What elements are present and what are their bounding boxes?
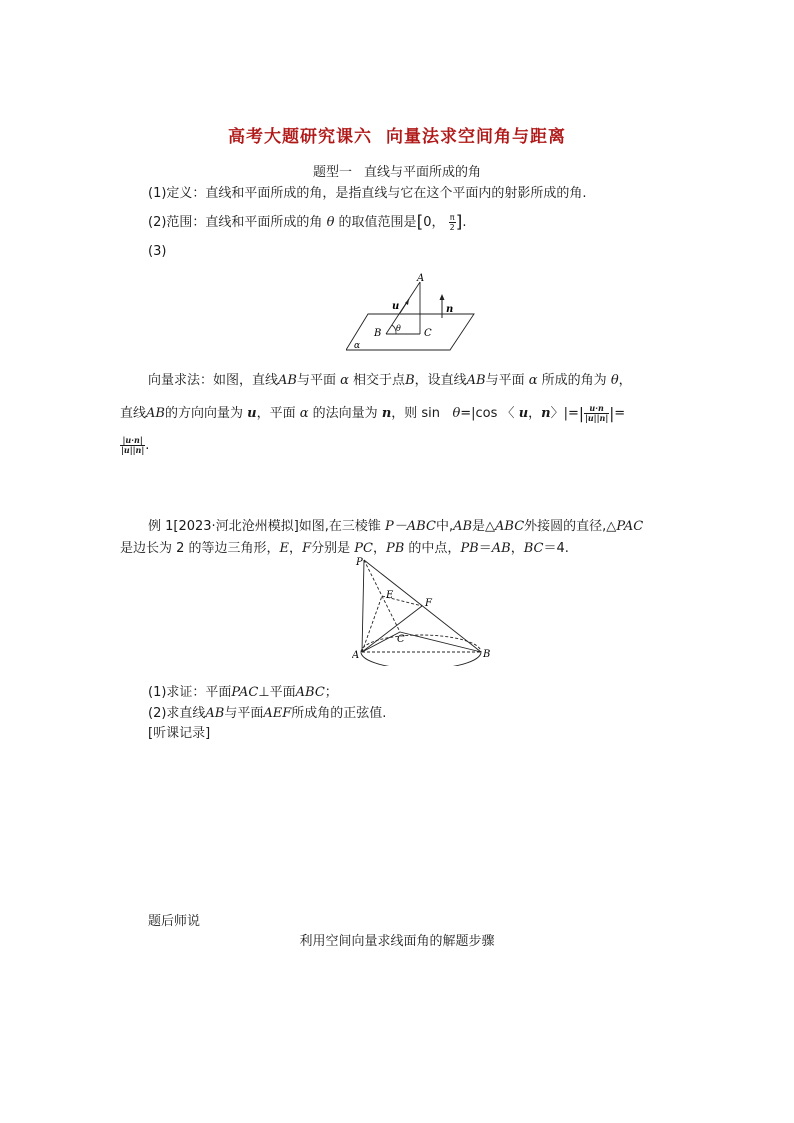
after-class-label: 题后师说 [148,914,201,929]
label-c: C [424,328,432,339]
example-line2: 是边长为 2 的等边三角形，E，F分别是 PC，PB 的中点，PB＝AB，BC＝4. [120,541,569,556]
definition-line: (1)定义：直线和平面所成的角，是指直线与它在这个平面内的射影所成的角. [148,186,587,201]
vector-n-arrowhead [440,294,445,300]
label-a: A [352,650,360,661]
edge-pa-visible [362,560,364,652]
label-p: P [356,557,363,568]
section-heading: 题型一 直线与平面所成的角 [312,165,482,180]
label-n: n [446,304,454,315]
label-b: B [483,649,491,660]
label-u: u [392,301,400,312]
vector-method-line3: $\frac{|u\cdot n|}{|u||n|}$ . [121,435,150,455]
example-line1: 例 1[2023·河北沧州模拟]如图,在三棱锥 P－ABC中,AB是△ABC外接圆的直径,△PAC [148,519,644,534]
steps-subtitle: 利用空间向量求线面角的解题步骤 [299,934,495,949]
vector-method-line2: 直线AB的方向向量为 u，平面 α 的法向量为 n，则 sin θ=|cos 〈 u，n〉|=| $\frac{u\cdot n}{|u||n|}$ |= [120,403,626,423]
edge-pb [364,560,481,652]
label-e: E [386,590,394,601]
label-f: F [425,598,432,609]
base-circle-back [361,635,481,666]
notes-label: [听课记录] [148,726,211,741]
segment-af [362,606,422,652]
range-line: (2)范围：直线和平面所成的角 θ 的取值范围是[0， $\frac{\pi}{2}$ ]. [148,212,467,233]
label-c: C [397,634,405,645]
label-a: A [417,273,425,284]
question-2: (2)求直线AB与平面AEF所成角的正弦值. [148,706,387,721]
line-plane-angle-figure [346,272,476,358]
page-title: 高考大题研究课六 向量法求空间角与距离 [228,127,566,147]
question-1: (1)求证：平面PAC⊥平面ABC； [148,685,338,700]
label-alpha: α [354,341,361,351]
item-3-label: (3) [148,244,167,259]
triangular-pyramid-figure [352,556,492,666]
label-b: B [374,328,382,339]
vector-method-line1: 向量求法：如图，直线AB与平面 α 相交于点B，设直线AB与平面 α 所成的角为 θ， [148,373,632,388]
segment-ae [362,596,382,652]
label-theta: θ [396,324,401,333]
plane-alpha [346,314,474,350]
